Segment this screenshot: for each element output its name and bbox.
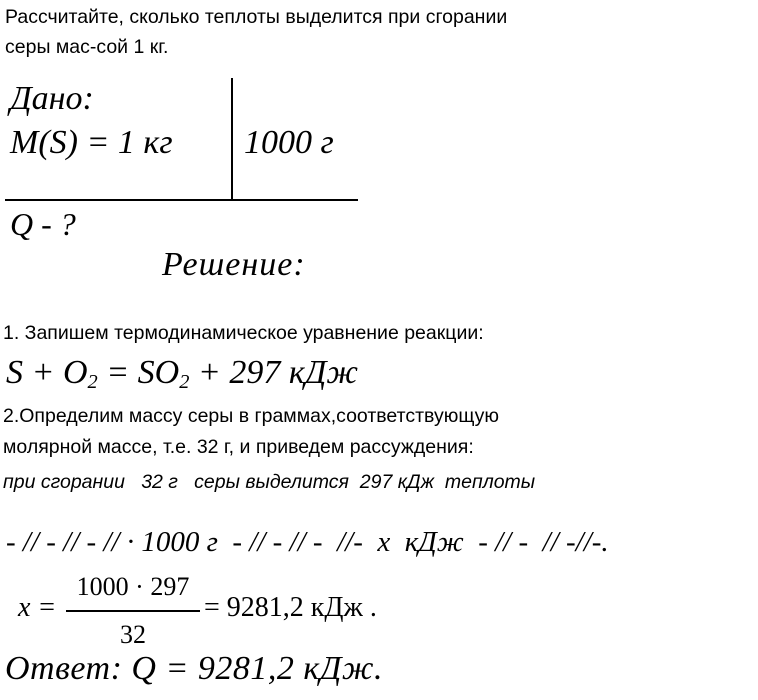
reasoning-line-1: при сгорании 32 г серы выделится 297 кДж теплоты xyxy=(3,471,536,493)
calc-lhs: x = xyxy=(18,592,57,623)
answer: Ответ: Q = 9281,2 кДж. xyxy=(5,650,384,687)
given-horizontal-divider xyxy=(5,199,358,201)
calc-rhs: = 9281,2 кДж . xyxy=(204,592,377,623)
given-mass-converted: 1000 г xyxy=(244,124,334,161)
step2-line-2: молярной массе, т.е. 32 г, и приведем рассуждения: xyxy=(3,436,474,458)
equation-lhs: S + O xyxy=(6,354,88,391)
fraction-bar xyxy=(66,610,200,612)
unknown-quantity: Q - ? xyxy=(10,206,76,242)
equation-rhs: + 297 кДж xyxy=(189,354,359,391)
equation-sub-so2: 2 xyxy=(179,371,190,394)
given-mass: M(S) = 1 кг xyxy=(10,124,173,161)
calc-denominator: 32 xyxy=(120,620,146,649)
step2-line-1: 2.Определим массу серы в граммах,соответствующую xyxy=(3,405,499,427)
given-vertical-divider xyxy=(231,78,233,200)
calc-fraction xyxy=(66,572,200,652)
reaction-equation xyxy=(6,354,358,394)
problem-line-2: серы мас-сой 1 кг. xyxy=(5,36,169,58)
problem-line-1: Рассчитайте, сколько теплоты выделится при сгорании xyxy=(5,6,508,28)
reasoning-line-2: - // - // - // · 1000 г - // - // - //- x кДж - // - // -//-. xyxy=(6,526,609,558)
solution-heading: Решение: xyxy=(162,246,306,283)
given-title: Дано: xyxy=(10,80,94,117)
calc-numerator: 1000 · 297 xyxy=(76,572,190,601)
equation-mid: = SO xyxy=(97,354,180,391)
equation-sub-o2: 2 xyxy=(87,371,98,394)
step1-text: 1. Запишем термодинамическое уравнение реакции: xyxy=(3,322,484,344)
